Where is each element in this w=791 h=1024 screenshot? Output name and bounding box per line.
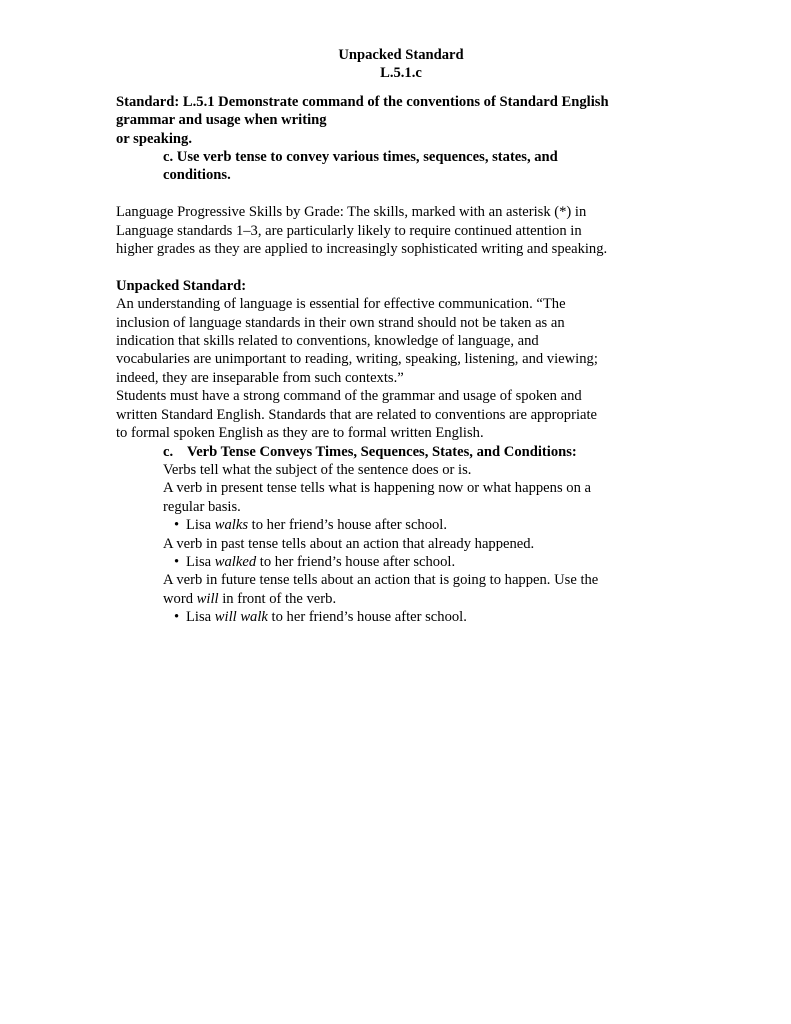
section-c-label: c. [163, 443, 174, 460]
future-tense-line-1: A verb in future tense tells about an action that is going to happen. Use the [163, 572, 599, 589]
unpacked-heading: Unpacked Standard: [116, 277, 247, 294]
unpacked-p1-line: An understanding of language is essential for effective communication. “The [116, 296, 566, 313]
example-verb: walks [214, 517, 249, 534]
page-title [0, 46, 686, 83]
unpacked-p1-line: indication that skills related to conventions, knowledge of language, and [116, 333, 539, 350]
example-text: Lisa [186, 517, 215, 534]
unpacked-p2-line: to formal spoken English as they are to formal written English. [116, 425, 484, 442]
present-tense-line-2: regular basis. [163, 498, 241, 515]
example-text: Lisa [186, 553, 215, 570]
unpacked-p1-line: indeed, they are inseparable from such contexts.” [116, 369, 404, 386]
bullet-icon: • [174, 609, 180, 626]
standard-block [116, 93, 686, 185]
section-c-title: Verb Tense Conveys Times, Sequences, States, and Conditions: [187, 443, 577, 460]
title-line-2: L.5.1.c [380, 65, 422, 82]
example-text: Lisa [186, 609, 215, 626]
unpacked-paragraph-1 [116, 295, 686, 387]
past-tense-line: A verb in past tense tells about an action that already happened. [163, 535, 535, 552]
future-text: word [163, 590, 197, 607]
example-text: to her friend’s house after school. [267, 609, 467, 626]
unpacked-p1-line: inclusion of language standards in their own strand should not be taken as an [116, 314, 565, 331]
example-future [116, 608, 686, 626]
bullet-icon: • [174, 517, 180, 534]
unpacked-p2-line: Students must have a strong command of the grammar and usage of spoken and [116, 388, 582, 405]
section-c [116, 443, 686, 517]
present-tense-line-1: A verb in present tense tells what is happening now or what happens on a [163, 480, 591, 497]
example-text: to her friend’s house after school. [248, 517, 448, 534]
example-present [116, 516, 686, 534]
section-c-intro: Verbs tell what the subject of the sentence does or is. [163, 461, 472, 478]
standard-sub-1: c. Use verb tense to convey various times, sequences, states, and [163, 149, 558, 166]
progressive-skills-paragraph [116, 203, 686, 258]
document-content [116, 46, 686, 627]
future-text: in front of the verb. [218, 590, 337, 607]
standard-line-2: grammar and usage when writing [116, 112, 327, 129]
example-verb: walked [214, 553, 257, 570]
unpacked-p2-line: written Standard English. Standards that are related to conventions are appropriate [116, 406, 598, 423]
progressive-line-1: Language Progressive Skills by Grade: The skills, marked with an asterisk (*) in [116, 204, 587, 221]
progressive-line-2: Language standards 1–3, are particularly likely to require continued attention in [116, 222, 582, 239]
standard-line-3: or speaking. [116, 130, 192, 147]
bullet-icon: • [174, 553, 180, 570]
example-verb: will walk [214, 609, 268, 626]
progressive-line-3: higher grades as they are applied to increasingly sophisticated writing and speaking. [116, 241, 608, 258]
future-word: will [196, 590, 219, 607]
standard-sub-2: conditions. [163, 167, 231, 184]
standard-line-1: Standard: L.5.1 Demonstrate command of the conventions of Standard English [116, 93, 609, 110]
unpacked-p1-line: vocabularies are unimportant to reading, writing, speaking, listening, and viewing; [116, 351, 598, 368]
unpacked-paragraph-2 [116, 387, 686, 442]
title-line-1: Unpacked Standard [338, 47, 464, 63]
future-tense-line-2 [163, 590, 686, 608]
example-text: to her friend’s house after school. [256, 553, 456, 570]
example-past [116, 553, 686, 571]
section-c-heading [163, 443, 686, 461]
